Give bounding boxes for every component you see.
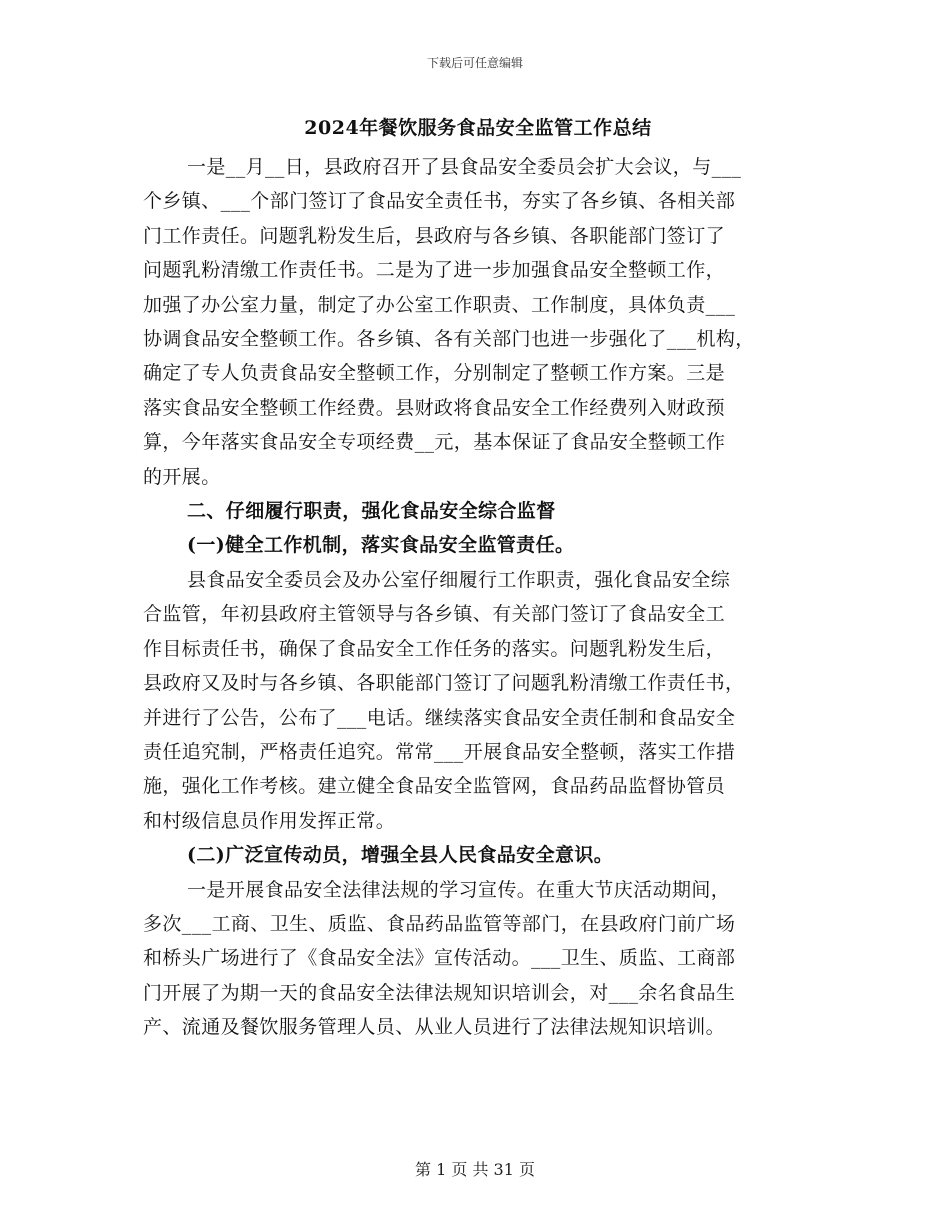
document-body	[143, 112, 813, 1045]
text-line: 产、流通及餐饮服务管理人员、从业人员进行了法律法规知识培训。	[143, 1016, 726, 1039]
text-line: 问题乳粉清缴工作责任书。二是为了进一步加强食品安全整顿工作，	[143, 259, 726, 282]
text-line: 多次___工商、卫生、质监、食品药品监管等部门，在县政府门前广场	[143, 912, 736, 935]
text-line: 合监管，年初县政府主管领导与各乡镇、有关部门签订了食品安全工	[143, 603, 726, 626]
text-line: 县政府又及时与各乡镇、各职能部门签订了问题乳粉清缴工作责任书，	[143, 672, 745, 695]
text-line: 个乡镇、___个部门签订了食品安全责任书，夯实了各乡镇、各相关部	[143, 190, 736, 213]
paragraph-lines	[143, 150, 813, 1045]
text-line: 的开展。	[143, 465, 221, 488]
section-heading: 二、仔细履行职责，强化食品安全综合监督	[187, 500, 556, 523]
text-line: 和桥头广场进行了《食品安全法》宣传活动。___卫生、质监、工商部	[143, 947, 736, 970]
section-heading: (一)健全工作机制，落实食品安全监管责任。	[187, 534, 575, 557]
text-line: 县食品安全委员会及办公室仔细履行工作职责，强化食品安全综	[187, 568, 731, 591]
page-header: 下载后可任意编辑	[426, 56, 523, 70]
text-line: 并进行了公告，公布了___电话。继续落实食品安全责任制和食品安全	[143, 706, 736, 729]
text-line: 门开展了为期一天的食品安全法律法规知识培训会，对___余名食品生	[143, 981, 736, 1004]
document-title: 2024年餐饮服务食品安全监管工作总结	[304, 117, 652, 139]
text-line: 责任追究制，严格责任追究。常常___开展食品安全整顿，落实工作措	[143, 740, 736, 763]
text-line: 一是__月__日，县政府召开了县食品安全委员会扩大会议，与___	[187, 156, 742, 178]
text-line: 协调食品安全整顿工作。各乡镇、各有关部门也进一步强化了___机构，	[143, 328, 755, 351]
text-line: 和村级信息员作用发挥正常。	[143, 809, 396, 832]
page-number: 第 1 页 共 31 页	[415, 1160, 535, 1179]
text-line: 施，强化工作考核。建立健全食品安全监管网，食品药品监督协管员	[143, 775, 726, 798]
text-line: 门工作责任。问题乳粉发生后，县政府与各乡镇、各职能部门签订了	[143, 224, 726, 247]
text-line: 一是开展食品安全法律法规的学习宣传。在重大节庆活动期间，	[187, 878, 731, 901]
text-line: 作目标责任书，确保了食品安全工作任务的落实。问题乳粉发生后，	[143, 637, 726, 660]
section-heading: (二)广泛宣传动员，增强全县人民食品安全意识。	[187, 844, 614, 867]
text-line: 落实食品安全整顿工作经费。县财政将食品安全工作经费列入财政预	[143, 396, 726, 419]
text-line: 加强了办公室力量，制定了办公室工作职责、工作制度，具体负责___	[143, 293, 736, 316]
text-line: 确定了专人负责食品安全整顿工作，分别制定了整顿工作方案。三是	[143, 362, 726, 385]
text-line: 算，今年落实食品安全专项经费__元，基本保证了食品安全整顿工作	[143, 431, 726, 454]
